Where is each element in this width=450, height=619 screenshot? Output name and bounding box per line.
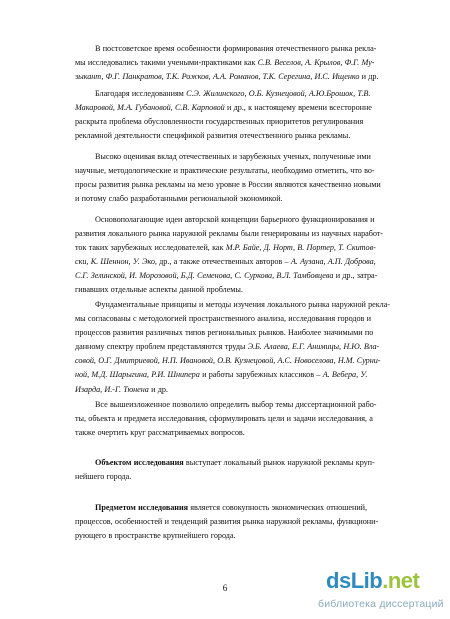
text-span: ты, объекта и предмета исследования, сформулировать цели и задачи исследования, а: [75, 414, 373, 424]
text-span: мы исследовались такими учеными-практиками как: [75, 58, 258, 68]
text-span: процессов развития различных типов региональных рынков. Наиболее значимыми по: [75, 328, 374, 338]
text-line: [75, 283, 415, 297]
text-line: [75, 269, 415, 283]
text-span: научные, методологические и практические результаты, необходимо отметить, что во-: [75, 166, 375, 176]
paragraph: [75, 398, 415, 440]
text-line: [75, 227, 415, 241]
text-span: гивавших отдельные аспекты данной проблемы.: [75, 285, 243, 295]
italic-text: С.В. Веселов, А. Крылов, Ф.Г. Му-: [257, 58, 375, 68]
watermark-logo: dsLib.net: [326, 568, 420, 593]
watermark: [318, 568, 446, 618]
text-line: [75, 150, 415, 164]
text-span: и др.: [359, 72, 379, 82]
text-span: Благодаря исследованиям: [95, 89, 187, 98]
text-line: [75, 529, 415, 543]
text-span: раскрыта проблема обусловленности государственных приоритетов регулирования: [75, 117, 364, 127]
italic-text: М.Р. Байе, Д. Норт, В. Портер, Т. Скитов-: [225, 243, 376, 253]
text-span: мы согласованы с методологией пространственного анализа, исследования городов и: [75, 314, 371, 324]
text-line: [75, 368, 415, 382]
bold-text: Предметом исследования: [95, 503, 188, 512]
text-line: [75, 255, 415, 269]
text-line: [75, 115, 415, 129]
paragraph: [75, 298, 415, 397]
text-line: [75, 340, 415, 354]
text-line: [75, 56, 415, 70]
text-span: просы развития рынка рекламы на мезо уровне в России являются качественно новыми: [75, 180, 381, 190]
text-span: является совокупность экономических отношений,: [188, 503, 367, 512]
text-span: и др.: [148, 384, 168, 394]
text-line: [75, 178, 415, 192]
text-line: [75, 456, 415, 470]
text-line: [75, 470, 415, 484]
text-line: [75, 192, 415, 206]
paragraph: [75, 213, 415, 298]
text-line: [75, 42, 415, 56]
text-span: процессов, особенностей и тенденций развития рынка наружной рекламы, функциони-: [75, 517, 379, 527]
text-line: [75, 164, 415, 178]
text-span: развития локального рынка наружной рекламы были генерированы из научных наработ-: [75, 229, 383, 239]
italic-text: Э.Б. Алаева, Е.Г. Анимицы, Н.Ю. Вла-: [247, 342, 380, 352]
text-line: [75, 383, 415, 397]
text-span: Все вышеизложенное позволило определить выбор темы диссертационной рабо-: [95, 400, 377, 409]
text-line: [75, 412, 415, 426]
text-span: данному спектру проблем представляются труды: [75, 342, 248, 352]
text-line: [75, 87, 415, 101]
paragraph: [75, 456, 415, 484]
text-line: [75, 298, 415, 312]
italic-text: ной, М.Д. Шарыгина, Р.И. Шнипера: [75, 370, 200, 380]
text-span: В постсоветское время особенности формирования отечественного рынка рекла-: [95, 44, 377, 53]
paragraph: [75, 42, 415, 84]
text-line: [75, 398, 415, 412]
italic-text: Макаровой, М.А. Губановой, С.В. Карповой: [75, 103, 225, 113]
italic-text: зыкант, Ф.Г. Панкратов, Т.К. Рожков, А.А. Романов, Т.К. Серегина, И.С. Ищенко: [75, 72, 360, 82]
text-span: Основополагающие идеи авторской концепции барьерного функционирования и: [95, 215, 375, 224]
text-line: [75, 426, 415, 440]
text-span: Высоко оценивая вклад отечественных и зарубежных ученых, полученные ими: [95, 152, 371, 161]
italic-text: А. Вебера, У.: [322, 370, 368, 380]
text-line: [75, 515, 415, 529]
text-line: [75, 241, 415, 255]
text-line: [75, 326, 415, 340]
paragraph: [75, 501, 415, 543]
italic-text: С.Э. Жилинского, О.Б. Кузнецовой, А.Ю.Брошок, Т.В.: [186, 89, 371, 98]
text-span: выступает локальный рынок наружной рекламы круп-: [183, 458, 375, 467]
text-line: [75, 129, 415, 143]
text-span: нейшего города.: [75, 472, 132, 482]
text-line: [75, 213, 415, 227]
text-span: рующего в пространстве крупнейшего города.: [75, 531, 236, 541]
text-span: и работы зарубежных классиков –: [199, 370, 323, 380]
text-span: и потому слабо разработанными региональной экономикой.: [75, 194, 283, 204]
italic-text: совой, О.Г. Дмитриевой, Н.П. Ивановой, О.В. Кузнецовой, А.С. Новоселова, Н.М. Сурни-: [75, 356, 381, 366]
text-line: [75, 501, 415, 515]
page-number: 6: [222, 583, 228, 593]
paragraph: [75, 87, 415, 143]
bold-text: Объектом исследования: [95, 458, 184, 467]
text-span: ток таких зарубежных исследователей, как: [75, 243, 226, 253]
italic-text: А. Аузана, А.П. Доброва,: [290, 257, 376, 267]
text-span: также очертить круг рассматриваемых вопросов.: [75, 428, 245, 438]
italic-text: ски, К. Шеннон, У. Эко: [75, 257, 155, 267]
text-span: и др., к настоящему времени всесторонне: [224, 103, 372, 113]
paragraph: [75, 150, 415, 206]
text-line: [75, 312, 415, 326]
italic-text: С.Г. Зелинской, И. Морозовой, Б.Д. Семенова, С. Суркова, В.Л. Тамбовцева: [75, 271, 334, 281]
text-line: [75, 354, 415, 368]
text-line: [75, 101, 415, 115]
text-line: [75, 70, 415, 84]
text-span: рекламной деятельности спецификой развития отечественного рынка рекламы.: [75, 131, 351, 141]
text-span: Фундаментальные принципы и методы изучения локального рынка наружной рекла-: [95, 300, 390, 309]
watermark-tagline: библиотека диссертаций: [318, 598, 444, 610]
italic-text: Изарда, И.-Г. Тюнена: [75, 384, 149, 394]
text-span: , др., а также отечественных авторов –: [154, 257, 291, 267]
text-span: и др., затра-: [333, 271, 378, 281]
